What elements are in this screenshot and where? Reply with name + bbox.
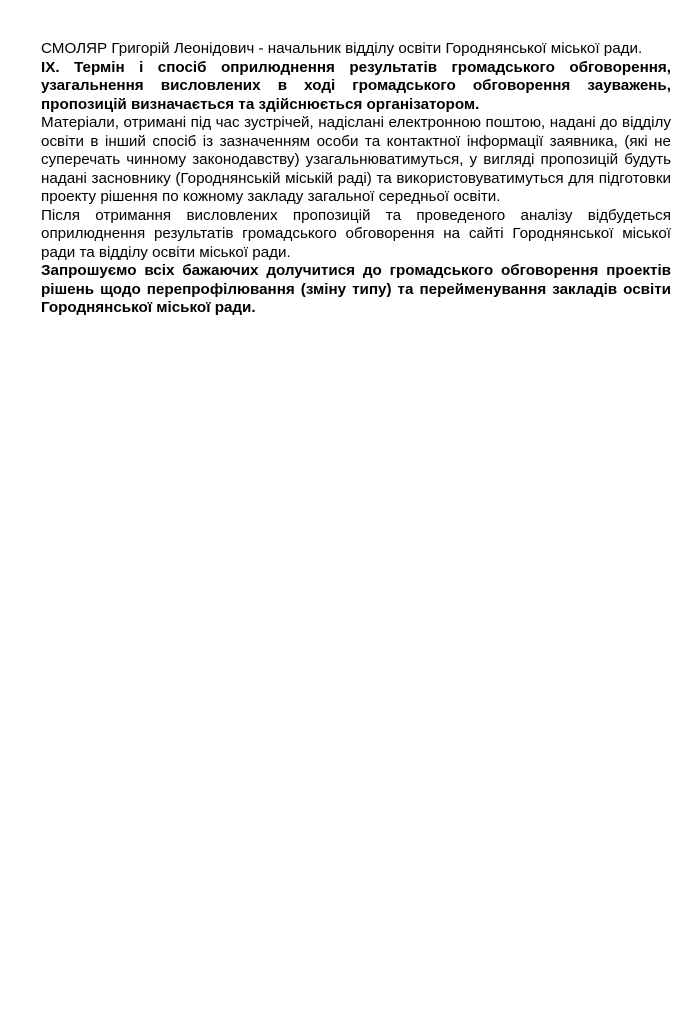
section-ix-heading: IX. Термін і спосіб оприлюднення результатів громадського обговорення, узагальнення висловлених в ході громадського обговорення зауважень, пропозицій визначається та здійснюється організатором. bbox=[41, 58, 671, 113]
paragraph-smolyar: СМОЛЯР Григорій Леонідович - начальник відділу освіти Городнянської міської ради. bbox=[41, 40, 643, 57]
document-page bbox=[41, 40, 671, 318]
paragraph-after-receiving: Після отримання висловлених пропозицій та проведеного аналізу відбудеться оприлюднення результатів громадського обговорення на сайті Городнянської міської ради та відділу освіти міської ради. bbox=[41, 206, 671, 261]
paragraph-invitation: Запрошуємо всіх бажаючих долучитися до громадського обговорення проектів рішень щодо перепрофілювання (зміну типу) та перейменування закладів освіти Городнянської міської ради. bbox=[41, 262, 671, 316]
paragraph-materials: Матеріали, отримані під час зустрічей, надіслані електронною поштою, надані до відділу освіти в інший спосіб із зазначенням особи та контактної інформації заявника, (які не суперечать чинному законодавству) узагальнюватимуться, у вигляді пропозицій будуть надані засновнику (Городнянській міській раді) та використовуватимуться для підготовки проекту рішення по кожному закладу загальної середньої освіти. bbox=[41, 114, 671, 205]
